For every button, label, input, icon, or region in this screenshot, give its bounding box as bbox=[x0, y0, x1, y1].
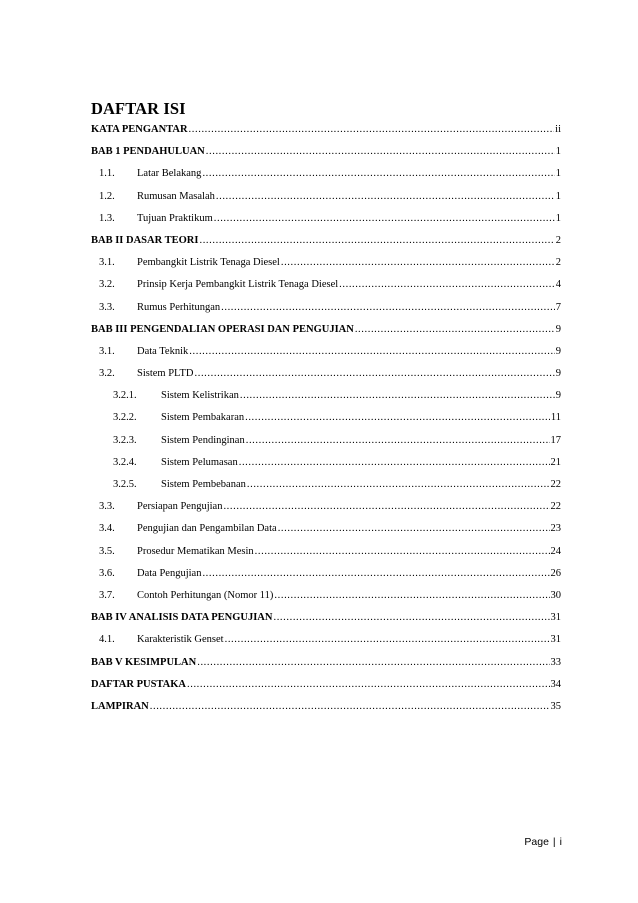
toc-entry-page: ii bbox=[555, 124, 561, 135]
toc-entry-label: Contoh Perhitungan (Nomor 11) bbox=[137, 589, 274, 601]
toc-entry[interactable] bbox=[91, 522, 561, 544]
toc-entry-number: 3.2.5. bbox=[113, 479, 137, 490]
toc-entry-number: 3.1. bbox=[99, 345, 115, 357]
footer-separator: | bbox=[552, 836, 556, 848]
toc-entry-label: Rumusan Masalah bbox=[137, 190, 215, 202]
toc-entry-label: Latar Belakang bbox=[137, 168, 202, 180]
toc-entry[interactable] bbox=[91, 411, 561, 433]
toc-entry-label: Persiapan Pengujian bbox=[137, 501, 223, 513]
toc-entry[interactable] bbox=[91, 611, 561, 633]
toc-entry-page: 30 bbox=[550, 589, 561, 601]
toc-entry-label: Sistem Kelistrikan bbox=[161, 390, 239, 402]
toc-entry-number: 3.2.4. bbox=[113, 456, 137, 468]
toc-entry[interactable] bbox=[91, 434, 561, 456]
toc-entry-page: 34 bbox=[550, 678, 561, 690]
toc-dot-leader bbox=[281, 256, 555, 270]
toc-entry-label: BAB IV ANALISIS DATA PENGUJIAN bbox=[91, 612, 273, 624]
toc-entry-label: Tujuan Praktikum bbox=[137, 212, 213, 224]
page-title: DAFTAR ISI bbox=[91, 99, 186, 118]
toc-entry-number: 3.4. bbox=[99, 523, 115, 535]
toc-entry-label: LAMPIRAN bbox=[91, 700, 149, 712]
toc-entry-page: 2 bbox=[555, 257, 561, 269]
toc-entry[interactable] bbox=[91, 678, 561, 700]
toc-entry-number: 3.3. bbox=[99, 501, 115, 513]
toc-entry-page: 9 bbox=[555, 323, 561, 335]
toc-entry-label: Sistem Pelumasan bbox=[161, 456, 238, 468]
toc-entry[interactable] bbox=[91, 234, 561, 256]
toc-dot-leader bbox=[273, 611, 549, 625]
toc-entry-page: 22 bbox=[550, 501, 561, 513]
toc-entry[interactable] bbox=[91, 389, 561, 411]
toc-entry-page: 1 bbox=[555, 190, 561, 202]
toc-entry[interactable] bbox=[91, 456, 561, 478]
toc-entry-label: Karakteristik Genset bbox=[137, 634, 224, 646]
footer-page-label: Page bbox=[524, 836, 549, 848]
toc-dot-leader bbox=[247, 478, 550, 492]
toc-entry[interactable] bbox=[91, 190, 561, 212]
table-of-contents bbox=[91, 123, 561, 722]
toc-entry[interactable] bbox=[91, 256, 561, 278]
toc-entry-label: BAB 1 PENDAHULUAN bbox=[91, 146, 205, 158]
toc-entry-label: KATA PENGANTAR bbox=[91, 124, 188, 135]
toc-entry-label: Data Pengujian bbox=[137, 567, 202, 579]
toc-entry-number: 4.1. bbox=[99, 634, 115, 646]
toc-entry-number: 3.1. bbox=[99, 257, 115, 269]
toc-dot-leader bbox=[150, 700, 550, 714]
toc-entry-page: 33 bbox=[550, 656, 561, 668]
toc-dot-leader bbox=[246, 434, 550, 448]
toc-entry[interactable] bbox=[91, 656, 561, 678]
toc-entry-number: 3.6. bbox=[99, 567, 115, 579]
toc-entry-label: Pembangkit Listrik Tenaga Diesel bbox=[137, 257, 280, 269]
toc-entry-number: 3.2.2. bbox=[113, 412, 137, 424]
toc-entry-page: 23 bbox=[550, 523, 561, 535]
toc-dot-leader bbox=[278, 522, 550, 536]
page-footer bbox=[524, 836, 562, 848]
toc-entry-label: Data Teknik bbox=[137, 345, 189, 357]
toc-dot-leader bbox=[202, 167, 554, 181]
toc-entry[interactable] bbox=[91, 323, 561, 345]
toc-entry-page: 17 bbox=[550, 434, 561, 446]
toc-entry[interactable] bbox=[91, 212, 561, 234]
toc-entry-page: 22 bbox=[550, 479, 561, 490]
toc-dot-leader bbox=[214, 212, 555, 226]
toc-entry[interactable] bbox=[91, 545, 561, 567]
toc-entry[interactable] bbox=[91, 145, 561, 167]
toc-entry-page: 7 bbox=[555, 301, 561, 313]
toc-dot-leader bbox=[197, 656, 549, 670]
toc-entry-label: BAB II DASAR TEORI bbox=[91, 234, 199, 246]
toc-entry[interactable] bbox=[91, 567, 561, 589]
toc-entry-number: 3.7. bbox=[99, 589, 115, 601]
toc-entry[interactable] bbox=[91, 700, 561, 722]
toc-dot-leader bbox=[245, 411, 550, 425]
toc-dot-leader bbox=[239, 456, 550, 470]
toc-entry-number: 3.2.1. bbox=[113, 390, 137, 402]
toc-entry-label: BAB III PENGENDALIAN OPERASI DAN PENGUJIAN bbox=[91, 323, 354, 335]
toc-dot-leader bbox=[355, 323, 555, 337]
toc-dot-leader bbox=[187, 678, 550, 692]
toc-entry-page: 21 bbox=[550, 456, 561, 468]
toc-entry-number: 3.2. bbox=[99, 368, 115, 380]
toc-entry-number: 3.2.3. bbox=[113, 434, 137, 446]
toc-dot-leader bbox=[206, 145, 555, 159]
toc-dot-leader bbox=[225, 633, 550, 647]
toc-dot-leader bbox=[216, 190, 555, 204]
toc-dot-leader bbox=[339, 278, 555, 292]
footer-page-number: i bbox=[559, 836, 562, 848]
toc-entry-label: BAB V KESIMPULAN bbox=[91, 656, 197, 668]
toc-dot-leader bbox=[255, 545, 550, 559]
toc-dot-leader bbox=[274, 589, 549, 603]
toc-entry-page: 9 bbox=[555, 368, 561, 380]
toc-dot-leader bbox=[221, 301, 555, 315]
toc-entry-number: 1.3. bbox=[99, 212, 115, 224]
toc-entry[interactable] bbox=[91, 589, 561, 611]
toc-entry-label: Sistem Pembebanan bbox=[161, 479, 246, 490]
toc-entry[interactable] bbox=[91, 478, 561, 500]
toc-entry-page: 1 bbox=[555, 168, 561, 180]
toc-entry-page: 9 bbox=[555, 345, 561, 357]
toc-entry[interactable] bbox=[91, 633, 561, 655]
toc-entry-number: 3.2. bbox=[99, 279, 115, 291]
toc-dot-leader bbox=[189, 345, 554, 359]
toc-dot-leader bbox=[240, 389, 555, 403]
toc-entry-number: 1.2. bbox=[99, 190, 115, 202]
toc-entry-label: Rumus Perhitungan bbox=[137, 301, 221, 313]
toc-entry-page: 24 bbox=[550, 545, 561, 557]
toc-entry[interactable] bbox=[91, 278, 561, 300]
toc-entry-page: 11 bbox=[550, 412, 561, 424]
toc-entry[interactable] bbox=[91, 167, 561, 189]
toc-entry[interactable] bbox=[91, 345, 561, 367]
toc-entry-page: 4 bbox=[555, 279, 561, 291]
toc-entry[interactable] bbox=[91, 500, 561, 522]
toc-entry-page: 26 bbox=[550, 567, 561, 579]
toc-entry[interactable] bbox=[91, 123, 561, 145]
toc-entry[interactable] bbox=[91, 367, 561, 389]
toc-dot-leader bbox=[195, 367, 555, 381]
toc-entry-number: 1.1. bbox=[99, 168, 115, 180]
toc-entry[interactable] bbox=[91, 301, 561, 323]
toc-entry-label: Prinsip Kerja Pembangkit Listrik Tenaga Diesel bbox=[137, 279, 339, 291]
toc-entry-label: DAFTAR PUSTAKA bbox=[91, 678, 186, 690]
toc-dot-leader bbox=[189, 123, 555, 137]
toc-entry-label: Prosedur Mematikan Mesin bbox=[137, 545, 254, 557]
toc-dot-leader bbox=[202, 567, 549, 581]
toc-entry-label: Sistem Pembakaran bbox=[161, 412, 245, 424]
toc-entry-label: Sistem Pendinginan bbox=[161, 434, 245, 446]
toc-entry-page: 31 bbox=[550, 612, 561, 624]
toc-entry-page: 1 bbox=[555, 212, 561, 224]
toc-dot-leader bbox=[199, 234, 554, 248]
toc-entry-page: 31 bbox=[550, 634, 561, 646]
toc-entry-page: 1 bbox=[555, 146, 561, 158]
toc-entry-page: 2 bbox=[555, 234, 561, 246]
toc-dot-leader bbox=[223, 500, 549, 514]
toc-entry-number: 3.3. bbox=[99, 301, 115, 313]
toc-entry-page: 35 bbox=[550, 700, 561, 712]
toc-entry-number: 3.5. bbox=[99, 545, 115, 557]
toc-entry-label: Sistem PLTD bbox=[137, 368, 194, 380]
toc-entry-label: Pengujian dan Pengambilan Data bbox=[137, 523, 277, 535]
toc-entry-page: 9 bbox=[555, 390, 561, 402]
